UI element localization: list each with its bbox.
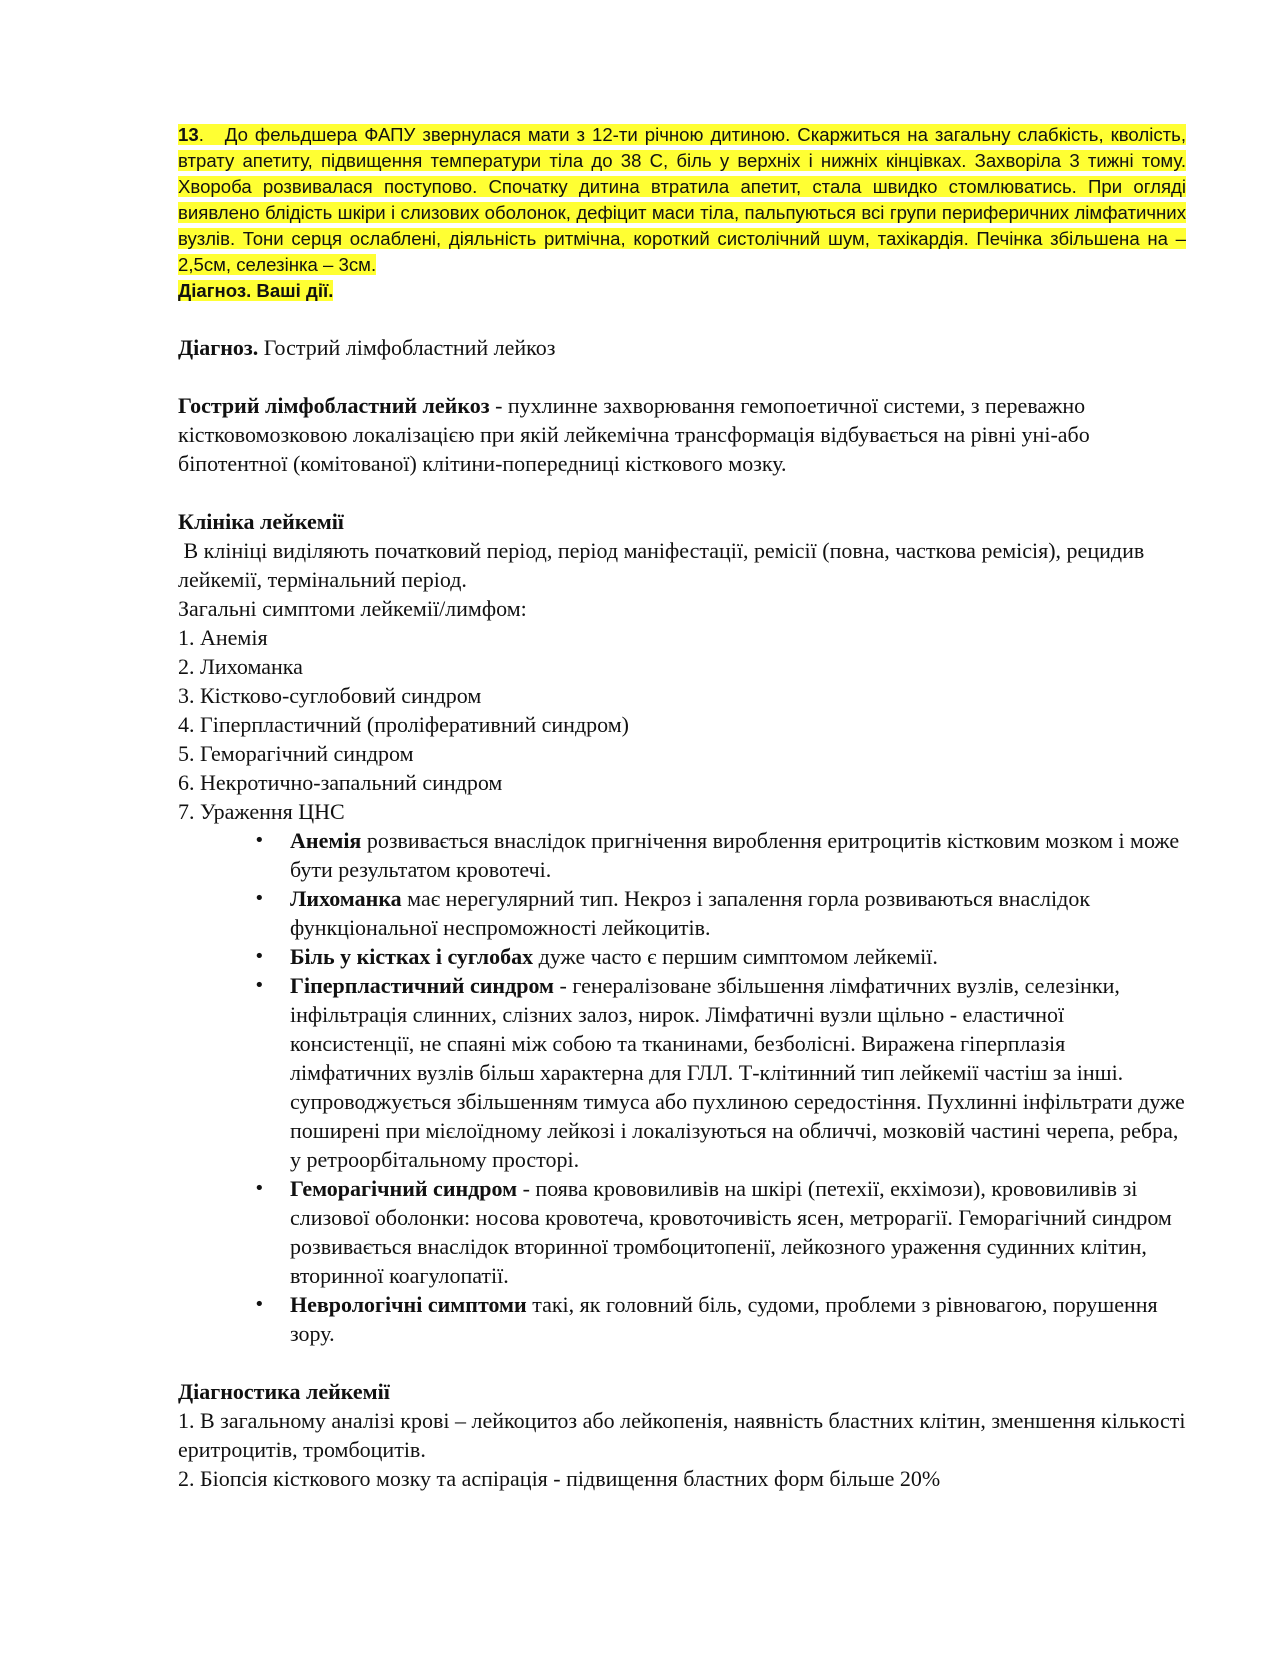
task-text: 13. До фельдшера ФАПУ звернулася мати з 12-ти річною дитиною. Скаржиться на загальну слабкість, кволість, втрату апетиту, підвищення температури тіла до 38 С, біль у верхніх і нижніх кінцівках. Захворіла 3 тижні тому. Хвороба розвивалася поступово. Спочатку дитина втратила апетит, стала швидко стомлюватись. При огляді виявлено блідість шкіри і слизових оболонок, дефіцит маси тіла, пальпуються всі групи периферичних лімфатичних вузлів. Тони серця ослаблені, діяльність ритмічна, короткий систолічний шум, тахікардія. Печінка збільшена на – 2,5см, селезінка – 3см. [178,124,1186,275]
definition-paragraph [178,391,1186,478]
bullet-icon: • [254,975,265,996]
bullet-icon: • [254,946,265,967]
diagnostics-item: 2. Біопсія кісткового мозку та аспірація - підвищення бластних форм більше 20% [178,1466,941,1491]
diagnosis-line [178,333,1186,362]
task-body: До фельдшера ФАПУ звернулася мати з 12-ти річною дитиною. Скаржиться на загальну слабкість, кволість, втрату апетиту, підвищення температури тіла до 38 С, біль у верхніх і нижніх кінцівках. Захворіла 3 тижні тому. Хвороба розвивалася поступово. Спочатку дитина втратила апетит, стала швидко стомлюватись. При огляді виявлено блідість шкіри і слизових оболонок, дефіцит маси тіла, пальпуються всі групи периферичних лімфатичних вузлів. Тони серця ослаблені, діяльність ритмічна, короткий систолічний шум, тахікардія. Печінка збільшена на – 2,5см, селезінка – 3см. [178,124,1186,275]
symptoms-title: Загальні симптоми лейкемії/лимфом: [178,596,527,621]
clinic-intro: В клініці виділяють початковий період, період маніфестації, ремісії (повна, часткова ремісія), рецидив лейкемії, термінальний період. [178,538,1150,592]
symptom-item: 7. Ураження ЦНС [178,799,345,824]
bullet-text: такі, як головний біль, судоми, проблеми з рівновагою, порушення зору. [290,1292,1158,1346]
symptom-list [178,623,1186,826]
bullet-icon: • [254,830,265,851]
bullet-item [178,1290,1186,1348]
definition-term: Гострий лімфобластний лейкоз [178,393,490,418]
bullet-text: - генералізоване збільшення лімфатичних вузлів, селезінки, інфільтрація слинних, слізних залоз, нирок. Лімфатичні вузли щільно - еластичної консистенції, не спаяні між собою та тканинами, безболісні. Виражена гіперплазія лімфатичних вузлів більш характерна для ГЛЛ. Т-клітинний тип лейкемії частіш за інші. супроводжується збільшенням тимуса або пухлиною середостіння. Пухлинні інфільтрати дуже поширені при мієлоїдному лейкозі і локалізуються на обличчі, мозковій частині черепа, ребра, у ретроорбітальному просторі. [290,973,1185,1172]
document-page [178,122,1186,1493]
bullet-item [178,884,1186,942]
clinic-section [178,507,1186,1348]
diagnostics-heading: Діагностика лейкемії [178,1379,390,1404]
bullet-term: Анемія [290,828,362,853]
bullet-item [178,1174,1186,1290]
bullet-text: розвивається внаслідок пригнічення вироблення еритроцитів кістковим мозком і може бути результатом кровотечі. [290,828,1180,882]
symptom-item: 5. Геморагічний синдром [178,741,414,766]
task-number: 13 [178,124,199,145]
task-question: Діагноз. Ваші дії. [178,280,334,301]
bullet-text: - поява крововиливів на шкірі (петехії, екхімози), крововиливів зі слизової оболонки: носова кровотеча, кровоточивість ясен, метрорагії. Геморагічний синдром розвивається внаслідок вторинної тромбоцитопенії, лейкозного ураження судинних клітин, вторинної коагулопатії. [290,1176,1172,1288]
diagnostics-item: 1. В загальному аналізі крові – лейкоцитоз або лейкопенія, наявність бластних клітин, зменшення кількості еритроцитів, тромбоцитів. [178,1408,1186,1462]
bullet-icon: • [254,888,265,909]
symptom-item: 2. Лихоманка [178,654,303,679]
bullet-term: Лихоманка [290,886,402,911]
bullet-term: Біль у кістках і суглобах [290,944,534,969]
diagnosis-text: Гострий лімфобластний лейкоз [258,335,556,360]
bullet-icon: • [254,1294,265,1315]
bullet-item [178,942,1186,971]
bullet-item [178,826,1186,884]
diagnostics-section [178,1377,1186,1493]
symptom-item: 6. Некротично-запальний синдром [178,770,503,795]
bullet-term: Гіперпластичний синдром [290,973,555,998]
definition-text: - пухлинне захворювання гемопоетичної системи, з переважно кістковомозковою локалізацією при якій лейкемічна трансформація відбувається на рівні уні-або біпотентної (комітованої) клітини-попередниці кісткового мозку. [178,393,1090,476]
bullet-item [178,971,1186,1174]
symptom-details-list [178,826,1186,1348]
bullet-text: дуже часто є першим симптомом лейкемії. [533,944,938,969]
bullet-term: Геморагічний синдром [290,1176,518,1201]
bullet-term: Неврологічні симптоми [290,1292,527,1317]
symptom-item: 3. Кістково-суглобовий синдром [178,683,482,708]
symptom-item: 1. Анемія [178,625,268,650]
task-block [178,122,1186,304]
bullet-icon: • [254,1178,265,1199]
diagnosis-label: Діагноз. [178,335,259,360]
clinic-heading: Клініка лейкемії [178,509,344,534]
symptom-item: 4. Гіперпластичний (проліферативний синдром) [178,712,629,737]
bullet-text: має нерегулярний тип. Некроз і запалення горла розвиваються внаслідок функціональної неспроможності лейкоцитів. [290,886,1091,940]
